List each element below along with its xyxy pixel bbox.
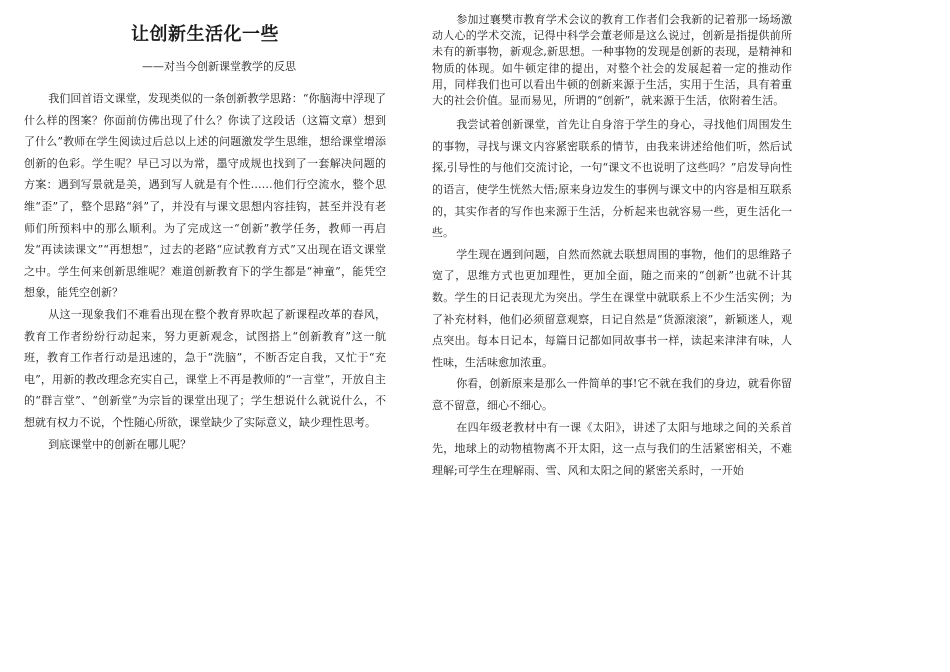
paragraph: 你看，创新原来是那么一件简单的事!它不就在我们的身边，就看你留意不留意，细心不细心。 [432,377,792,412]
right-column [432,12,792,481]
paragraph: 到底课堂中的创新在哪儿呢？ [48,437,192,451]
paragraph: 我尝试着创新课堂，首先让自身溶于学生的身心，寻找他们周围发生的事物，寻找与课文内容紧密联系的情节，由我来讲述给他们听，然后试探,引导性的与他们交流讨论，一句“课文不也说明了这些吗？”启发导向性的语言，使学生恍然大悟;原来身边发生的事例与课文中的内容是相互联系的，其实作者的写作也来源于生活，分析起来也就容易一些，更生活化一些。 [432,118,792,240]
paragraph: 我们回首语文课堂，发现类似的一条创新教学思路：“你脑海中浮现了什么样的图案？你面前仿佛出现了什么？你读了这段话（这篇文章）想到了什么”教师在学生阅读过后总以上述的问题激发学生思维，想给课堂增添创新的色彩。学生呢？早已习以为常，墨守成规也找到了一套解决问题的方案：遇到写景就是美，遇到写人就是有个性……他们行空流水，整个思维“歪”了，整个思路“斜”了，并没有与课文思想内容挂钩，甚至并没有老师们所预料中的那么顺利。为了完成这一“创新”教学任务，教师一再启发“再读读课文”“再想想”，过去的老路“应试教育方式”又出现在语文课堂之中。学生何来创新思维呢？难道创新教育下的学生都是“神童”，能凭空想象，能凭空创新？ [24,92,386,300]
article-title: 让创新生活化一些 [131,24,279,45]
paragraph: 参加过襄樊市教育学术会议的教育工作者们会我新的记着那一场场激动人心的学术交流，记得中科学会董老师是这么说过，创新是指提供前所未有的新事物，新观念,新思想。一种事物的发现是创新的表现，是精神和物质的体现。如牛顿定律的提出，对整个社会的发展起着一定的推动作用，同样我们也可以看出牛顿的创新来源于生活，实用于生活，具有着重大的社会价值。显而易见，所谓的“创新”，就来源于生活，依附着生活。 [432,13,792,108]
left-column [24,18,386,455]
paragraph: 从这一现象我们不难看出现在整个教育界吹起了新课程改革的春风，教育工作者纷纷行动起来，努力更新观念，试图搭上“创新教育”这一航班，教育工作者行动是迅速的，急于“洗脑”，不断否定自我，又忙于“充电”，用新的教改理念充实自己，课堂上不再是教师的“一言堂”，开放自主的“群言堂”、“创新堂”为宗旨的课堂出现了；学生想说什么就说什么，不想就有权力不说，个性随心所欲，课堂缺少了实际意义，缺少理性思考。 [24,307,386,429]
paragraph: 学生现在遇到问题，自然而然就去联想周围的事物，他们的思维路子宽了，思维方式也更加理性，更加全面，随之而来的“创新”也就不计其数。学生的日记表现尤为突出。学生在课堂中就联系上不少生活实例；为了补充材料，他们必须留意观察，日记自然是“货源滚滚”，新颖迷人，观点突出。每本日记本，每篇日记都如同故事书一样，读起来津津有味，人性味，生活味愈加浓重。 [432,247,792,369]
article-subtitle: ——对当今创新课堂教学的反思 [142,60,296,73]
paragraph: 在四年级老教材中有一课《太阳》，讲述了太阳与地球之间的关系首先，地球上的动物植物离不开太阳，这一点与我们的生活紧密相关，不难理解;可学生在理解雨、雪、风和太阳之间的紧密关系时，一开始 [432,420,792,477]
